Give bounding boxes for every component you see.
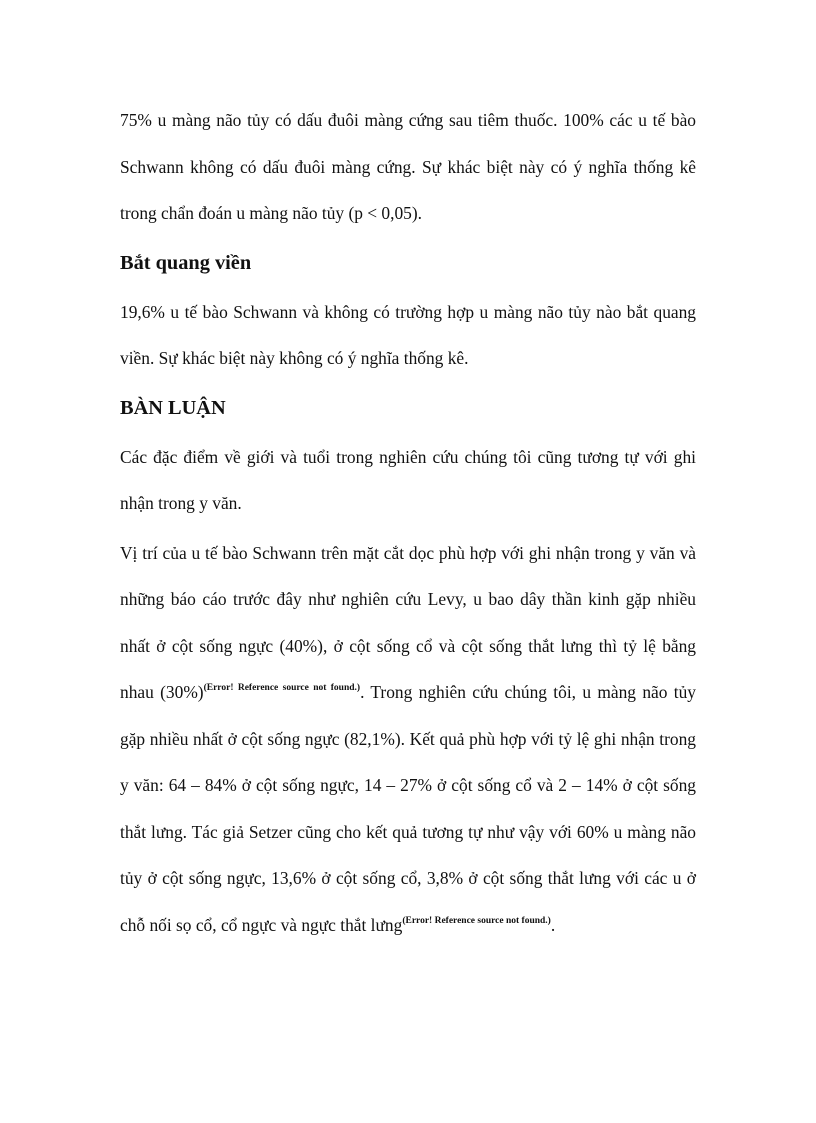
reference-error-2: (Error! Reference source not found.) (402, 915, 551, 926)
paragraph-sex-age: Các đặc điểm về giới và tuổi trong nghiên cứu chúng tôi cũng tương tự với ghi nhận trong y văn. (120, 446, 696, 513)
paragraph-dural-tail: 75% u màng não tủy có dấu đuôi màng cứng sau tiêm thuốc. 100% các u tế bào Schwann không có dấu đuôi màng cứng. Sự khác biệt này có ý nghĩa thống kê trong chẩn đoán u màng não tủy (p < 0,05). (120, 110, 696, 223)
location-text-1: Vị trí của u tế bào Schwann trên mặt cắt dọc phù hợp với ghi nhận trong y văn và những báo cáo trước đây như nghiên cứu Levy, u bao dây thần kinh gặp nhiều nhất ở cột sống ngực (40%), ở cột sống cổ và cột sống thắt lưng thì tỷ lệ bằng nhau (30%) (120, 542, 696, 702)
paragraph-location (120, 530, 696, 949)
reference-error-1: (Error! Reference source not found.) (203, 683, 361, 693)
paragraph-rim-enhancement: 19,6% u tế bào Schwann và không có trường hợp u màng não tủy nào bắt quang viền. Sự khác biệt này không có ý nghĩa thống kê. (120, 301, 696, 368)
heading-discussion: BÀN LUẬN (120, 396, 226, 419)
location-text-2: . Trong nghiên cứu chúng tôi, u màng não tủy gặp nhiều nhất ở cột sống ngực (82,1%). Kết quả phù hợp với tỷ lệ ghi nhận trong y văn: 64 – 84% ở cột sống ngực, 14 – 27% ở cột sống cổ và 2 – 14% ở cột sống thắt lưng. Tác giả Setzer cũng cho kết quả tương tự như vậy với 60% u màng não tủy ở cột sống ngực, 13,6% ở cột sống cổ, 3,8% ở cột sống thắt lưng với các u ở chỗ nối sọ cổ, cổ ngực và ngực thắt lưng (120, 682, 696, 935)
heading-rim-enhancement: Bắt quang viền (120, 251, 252, 274)
location-text-3: . (550, 914, 556, 935)
